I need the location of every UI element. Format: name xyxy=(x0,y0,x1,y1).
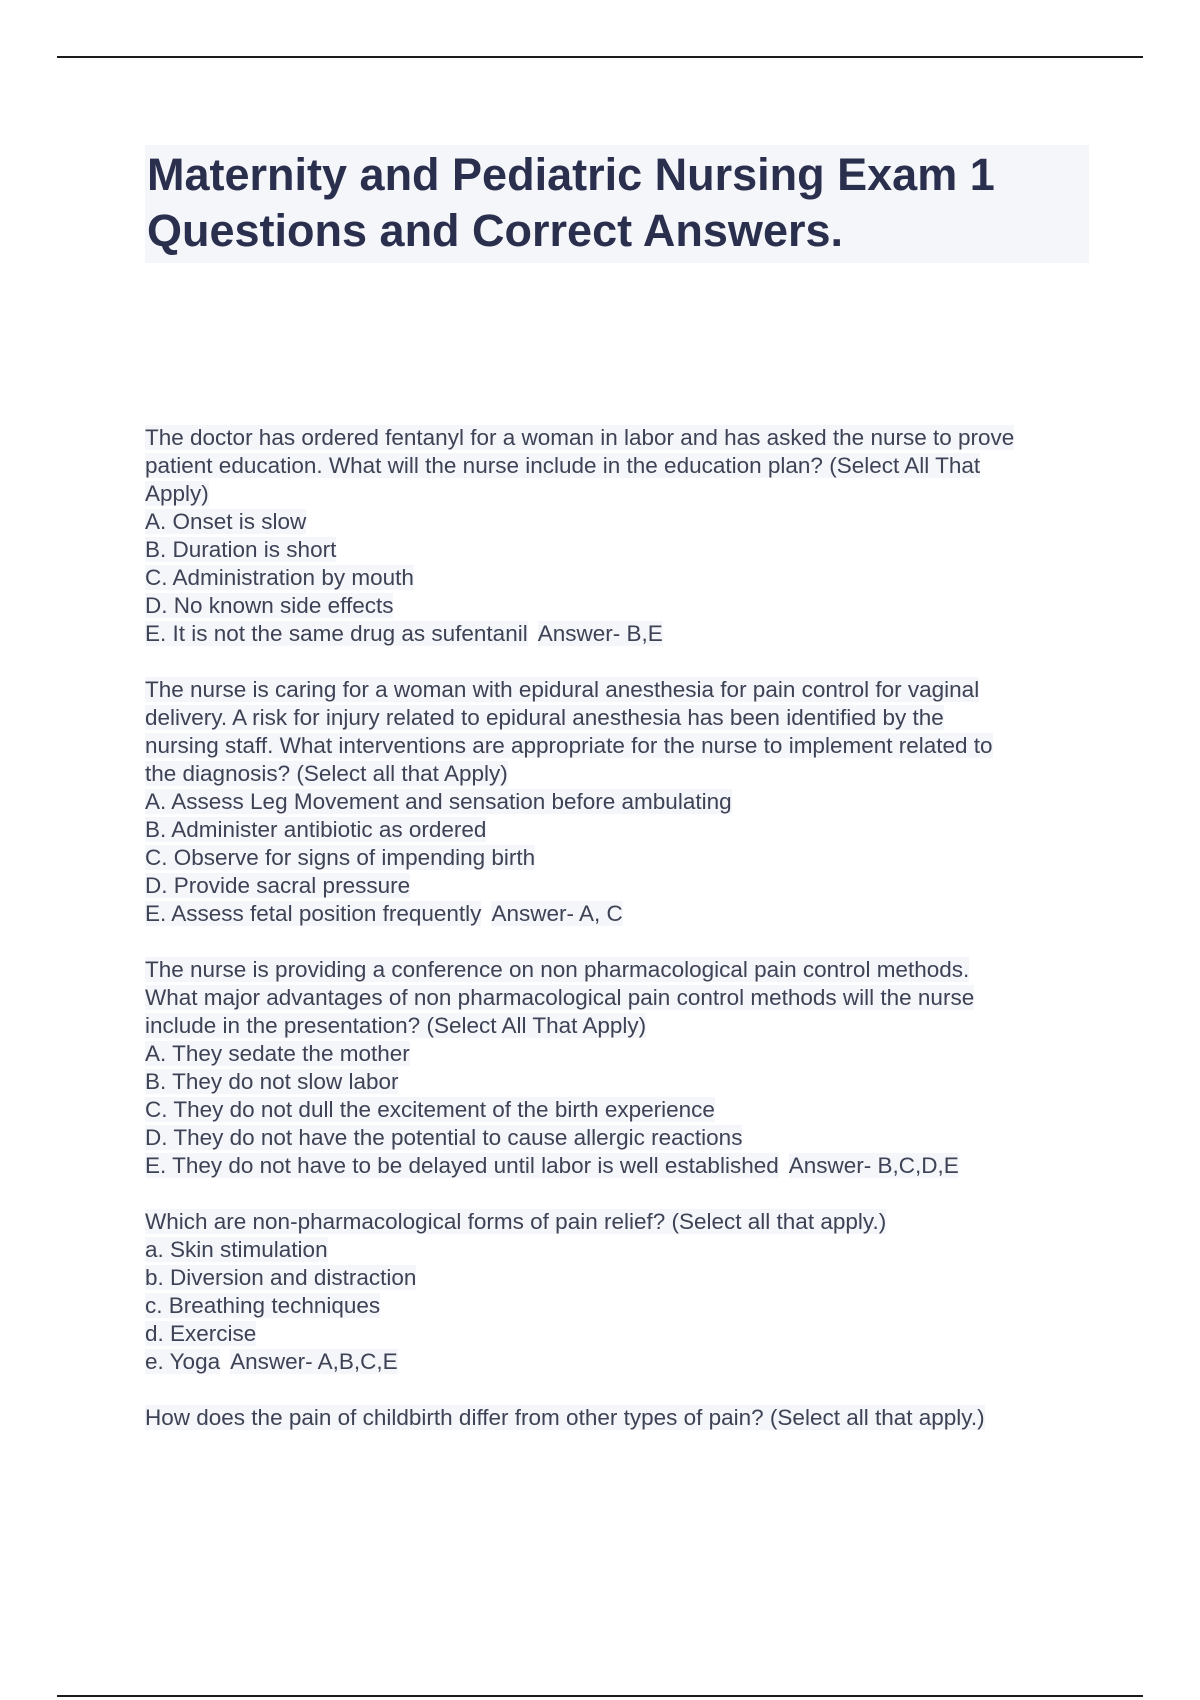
answer-option: C. Administration by mouth xyxy=(145,565,414,590)
question-3 xyxy=(145,956,1105,1180)
question-stem-line: patient education. What will the nurse include in the education plan? (Select All That xyxy=(145,453,981,478)
question-list xyxy=(145,424,1105,1460)
title-line-2: Questions and Correct Answers. xyxy=(147,205,844,256)
question-stem-line: The nurse is caring for a woman with epidural anesthesia for pain control for vaginal xyxy=(145,677,980,702)
question-stem-line: include in the presentation? (Select All That Apply) xyxy=(145,1013,647,1038)
answer-option: D. No known side effects xyxy=(145,593,394,618)
answer-key: Answer- B,E xyxy=(537,621,663,646)
answer-option: B. Duration is short xyxy=(145,537,337,562)
question-stem-line: the diagnosis? (Select all that Apply) xyxy=(145,761,508,786)
answer-option: d. Exercise xyxy=(145,1321,257,1346)
document-title xyxy=(145,145,1089,263)
answer-option: D. They do not have the potential to cause allergic reactions xyxy=(145,1125,743,1150)
question-1 xyxy=(145,424,1105,648)
answer-key: Answer- A, C xyxy=(491,901,623,926)
title-line-1: Maternity and Pediatric Nursing Exam 1 xyxy=(147,149,995,200)
answer-option: C. Observe for signs of impending birth xyxy=(145,845,536,870)
answer-option-with-key: E. They do not have to be delayed until labor is well established Answer- B,C,D,E xyxy=(145,1153,959,1178)
answer-option-with-key: e. Yoga Answer- A,B,C,E xyxy=(145,1349,398,1374)
answer-option: B. They do not slow labor xyxy=(145,1069,399,1094)
answer-option: b. Diversion and distraction xyxy=(145,1265,417,1290)
question-4 xyxy=(145,1208,1105,1376)
answer-option: C. They do not dull the excitement of the birth experience xyxy=(145,1097,715,1122)
top-rule xyxy=(57,56,1143,58)
question-stem-line: nursing staff. What interventions are appropriate for the nurse to implement related to xyxy=(145,733,993,758)
question-stem-line: The nurse is providing a conference on non pharmacological pain control methods. xyxy=(145,957,970,982)
answer-option: A. They sedate the mother xyxy=(145,1041,410,1066)
question-5 xyxy=(145,1404,1105,1432)
answer-option: A. Onset is slow xyxy=(145,509,307,534)
question-2 xyxy=(145,676,1105,928)
answer-option: a. Skin stimulation xyxy=(145,1237,328,1262)
question-stem-line: The doctor has ordered fentanyl for a woman in labor and has asked the nurse to prove xyxy=(145,425,1015,450)
answer-option-with-key: E. It is not the same drug as sufentanil Answer- B,E xyxy=(145,621,663,646)
question-stem-line: What major advantages of non pharmacological pain control methods will the nurse xyxy=(145,985,975,1010)
answer-option: B. Administer antibiotic as ordered xyxy=(145,817,487,842)
answer-option: c. Breathing techniques xyxy=(145,1293,381,1318)
answer-option-with-key: E. Assess fetal position frequently Answer- A, C xyxy=(145,901,623,926)
answer-key: Answer- A,B,C,E xyxy=(230,1349,398,1374)
question-stem-line: Which are non-pharmacological forms of pain relief? (Select all that apply.) xyxy=(145,1209,887,1234)
answer-option: D. Provide sacral pressure xyxy=(145,873,411,898)
bottom-rule xyxy=(57,1695,1143,1697)
question-stem-line: How does the pain of childbirth differ from other types of pain? (Select all that apply.) xyxy=(145,1405,985,1430)
question-stem-line: Apply) xyxy=(145,481,209,506)
question-stem-line: delivery. A risk for injury related to epidural anesthesia has been identified by the xyxy=(145,705,944,730)
answer-option: A. Assess Leg Movement and sensation before ambulating xyxy=(145,789,732,814)
answer-key: Answer- B,C,D,E xyxy=(788,1153,959,1178)
